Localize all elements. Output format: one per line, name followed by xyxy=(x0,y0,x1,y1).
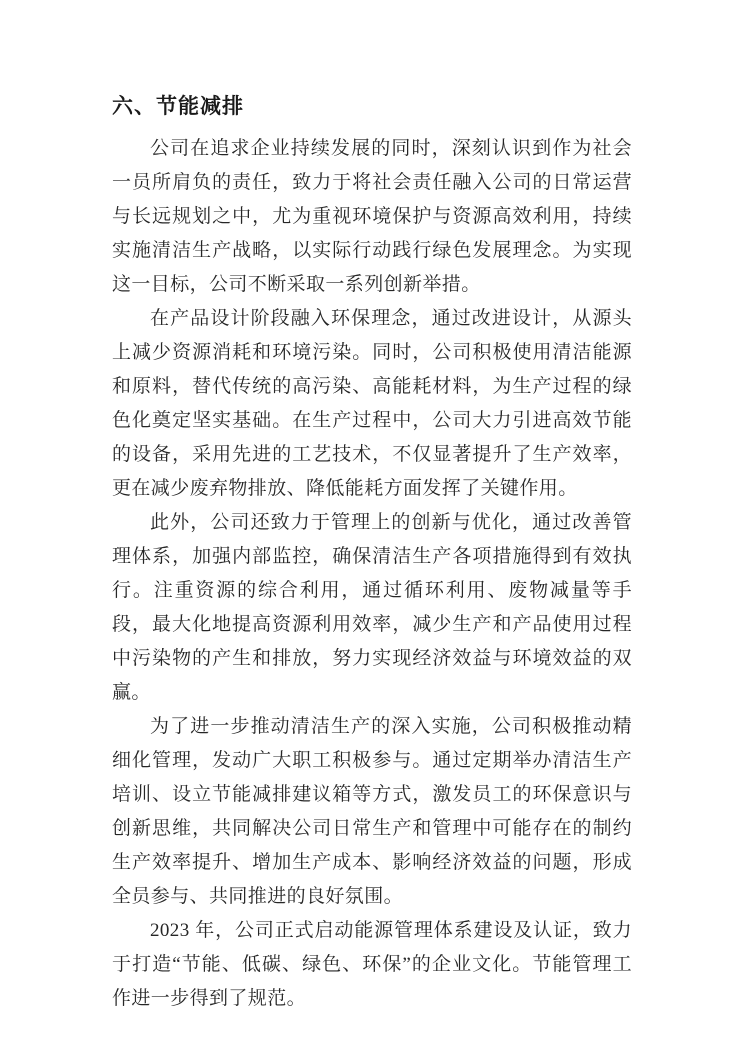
body-paragraph: 此外，公司还致力于管理上的创新与优化，通过改善管理体系，加强内部监控，确保清洁生产各项措施得到有效执行。注重资源的综合利用，通过循环利用、废物减量等手段，最大化地提高资源利用效率，减少生产和产品使用过程中污染物的产生和排放，努力实现经济效益与环境效益的双赢。 xyxy=(112,512,632,703)
body-paragraph: 在产品设计阶段融入环保理念，通过改进设计，从源头上减少资源消耗和环境污染。同时，公司积极使用清洁能源和原料，替代传统的高污染、高能耗材料，为生产过程的绿色化奠定坚实基础。在生产过程中，公司大力引进高效节能的设备，采用先进的工艺技术，不仅显著提升了生产效率，更在减少废弃物排放、降低能耗方面发挥了关键作用。 xyxy=(112,308,632,499)
body-paragraph: 公司在追求企业持续发展的同时，深刻认识到作为社会一员所肩负的责任，致力于将社会责任融入公司的日常运营与长远规划之中，尤为重视环境保护与资源高效利用，持续实施清洁生产战略，以实际行动践行绿色发展理念。为实现这一目标，公司不断采取一系列创新举措。 xyxy=(112,138,632,295)
body-paragraph: 2023 年，公司正式启动能源管理体系建设及认证，致力于打造“节能、低碳、绿色、环保”的企业文化。节能管理工作进一步得到了规范。 xyxy=(112,920,632,1009)
body-paragraph: 为了进一步推动清洁生产的深入实施，公司积极推动精细化管理，发动广大职工积极参与。通过定期举办清洁生产培训、设立节能减排建议箱等方式，激发员工的环保意识与创新思维，共同解决公司日常生产和管理中可能存在的制约生产效率提升、增加生产成本、影响经济效益的问题，形成全员参与、共同推进的良好氛围。 xyxy=(112,716,632,907)
section-heading: 六、节能减排 xyxy=(112,94,244,118)
document-content xyxy=(112,0,632,1016)
